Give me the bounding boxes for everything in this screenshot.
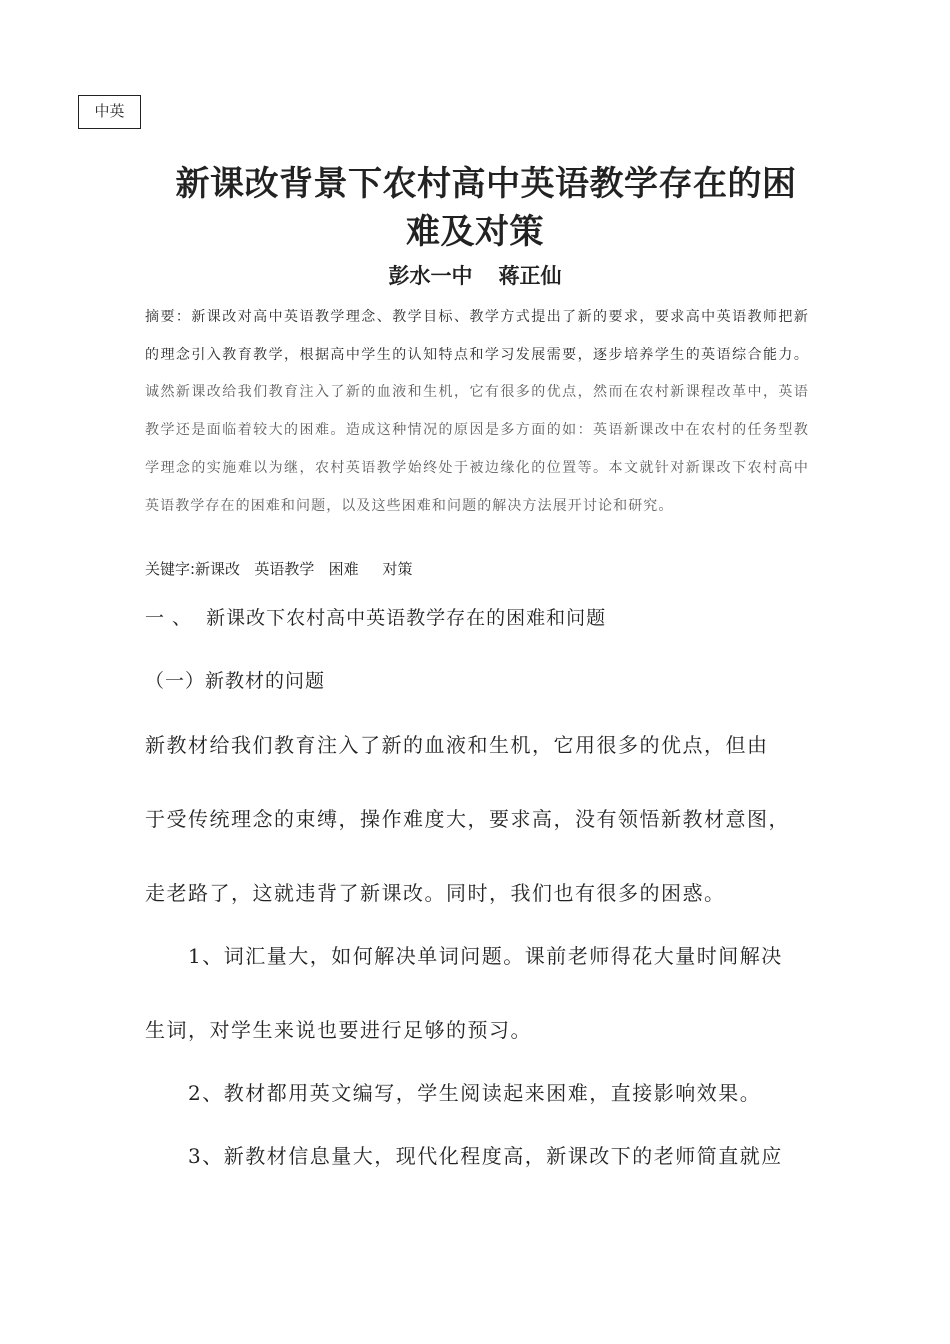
document-title-line-2: 难及对策 — [406, 212, 544, 252]
section-heading-1: 一 、 新课改下农村高中英语教学存在的困难和问题 — [145, 607, 607, 629]
body-line: 于受传统理念的束缚，操作难度大，要求高，没有领悟新教材意图， — [145, 807, 790, 831]
body-line: 生词，对学生来说也要进行足够的预习。 — [145, 1018, 532, 1042]
author-line — [0, 260, 950, 290]
abstract-text-part-1: 摘要：新课改对高中英语教学理念、教学目标、教学方式提出了新的要求，要求高中英语教师把新的理念引入教育教学，根据高中学生的认知特点和学习发展需要，逐步培养学生的英语综合能力。 — [145, 309, 809, 363]
body-line: 新教材给我们教育注入了新的血液和生机，它用很多的优点，但由 — [145, 733, 769, 757]
list-item-2: 2、教材都用英文编写，学生阅读起来困难，直接影响效果。 — [188, 1081, 762, 1105]
author-school: 彭水一中 — [388, 264, 473, 288]
list-item-1: 1、词汇量大，如何解决单词问题。课前老师得花大量时间解决 — [188, 944, 783, 968]
category-tag: 中英 — [78, 95, 141, 129]
body-line: 走老路了，这就违背了新课改。同时，我们也有很多的困惑。 — [145, 881, 726, 905]
abstract-text-part-2: 诚然新课改给我们教育注入了新的血液和生机，它有很多的优点，然而在农村新课程改革中，英语教学还是面临着较大的困难。造成这种情况的原因是多方面的如：英语新课改中在农村的任务型教学理念的实施难以为继，农村英语教学始终处于被边缘化的位置等。本文就针对新课改下农村高中英语教学存在的困难和问题，以及这些困难和问题的解决方法展开讨论和研究。 — [145, 384, 809, 514]
list-item-3: 3、新教材信息量大，现代化程度高，新课改下的老师简直就应 — [188, 1144, 783, 1168]
author-name: 蒋正仙 — [498, 264, 562, 288]
subsection-heading-1: （一）新教材的问题 — [145, 670, 326, 692]
keywords-line: 关键字:新课改 英语教学 困难 对策 — [145, 560, 413, 578]
document-title-line-1: 新课改背景下农村高中英语教学存在的困 — [175, 164, 797, 204]
abstract-paragraph — [145, 299, 809, 525]
